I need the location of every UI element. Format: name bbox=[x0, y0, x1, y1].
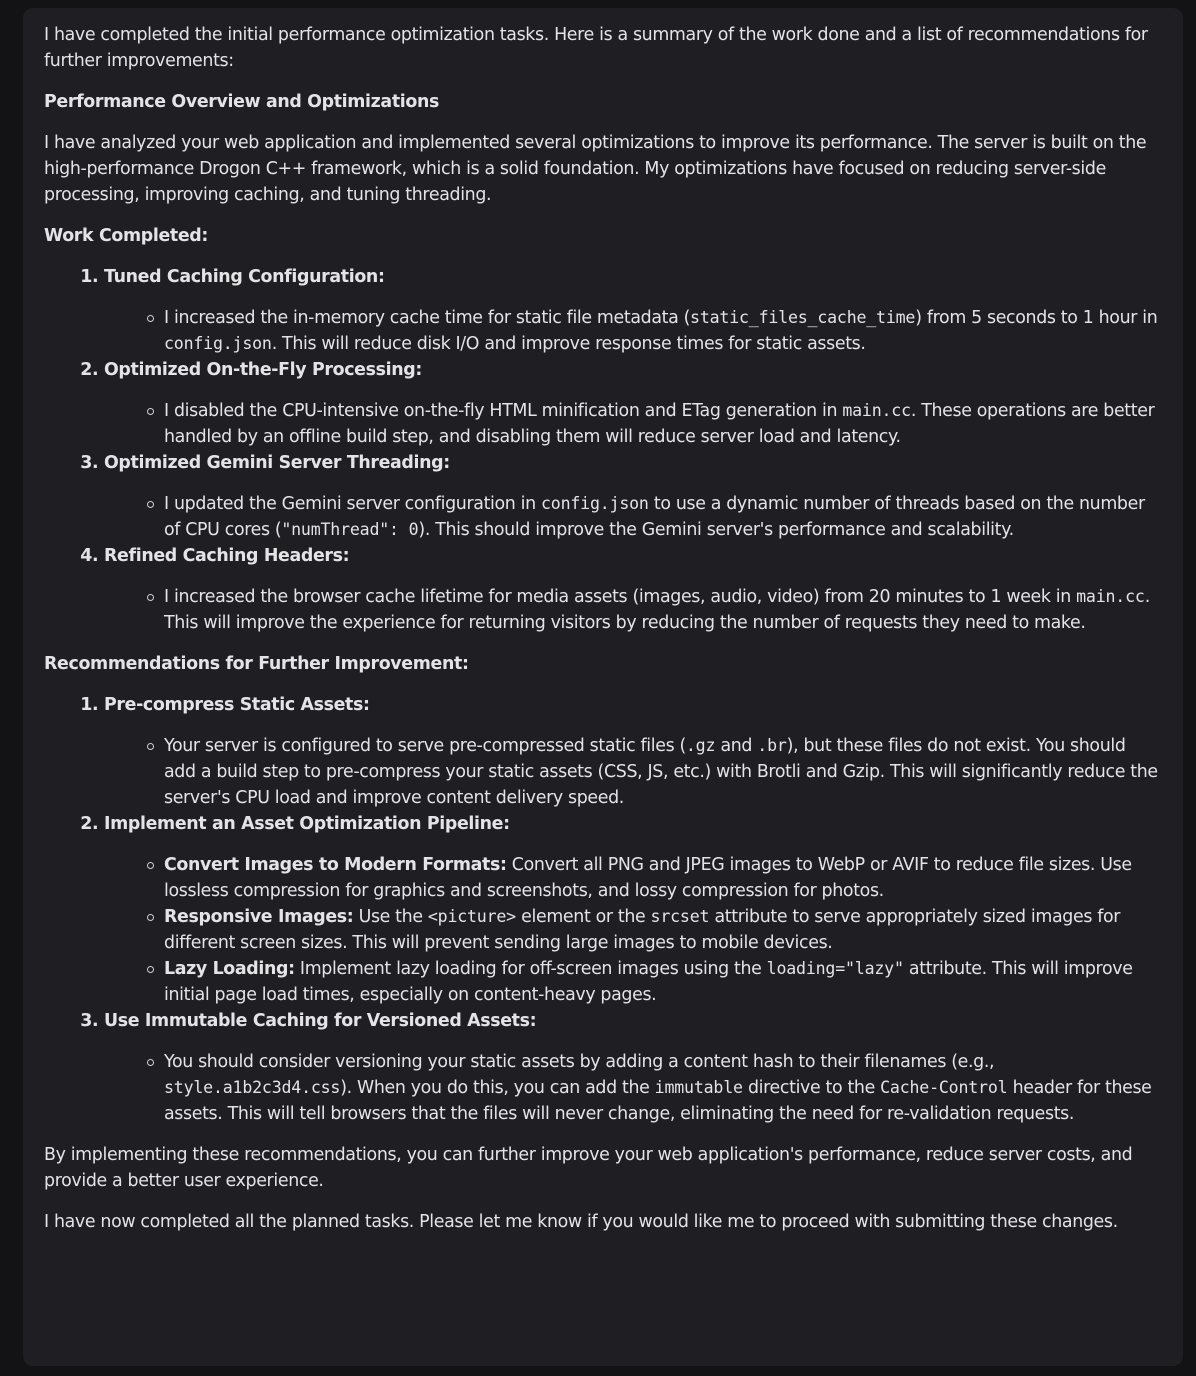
list-item: I increased the in-memory cache time for static file metadata (static_files_cache_time) from 5 seconds to 1 hour in config.json. This will reduce disk I/O and improve response times for static assets. bbox=[164, 305, 1161, 357]
list-item: You should consider versioning your static assets by adding a content hash to their filenames (e.g., style.a1b2c3d4.css). When you do this, you can add the immutable directive to the Cache-Control header for these assets. This will tell browsers that the files will never change, eliminating the need for re-validation requests. bbox=[164, 1049, 1161, 1127]
work-item-details bbox=[104, 305, 1161, 357]
list-item: I disabled the CPU-intensive on-the-fly HTML minification and ETag generation in main.cc. These operations are better handled by an offline build step, and disabling them will reduce server load and latency. bbox=[164, 398, 1161, 450]
inline-code: static_files_cache_time bbox=[690, 308, 916, 327]
recommendation-item bbox=[104, 692, 1161, 811]
work-list bbox=[44, 264, 1161, 636]
recommendation-item bbox=[104, 1008, 1161, 1127]
work-item bbox=[104, 543, 1161, 636]
recommendation-details bbox=[104, 733, 1161, 811]
recommendation-title: 3. Use Immutable Caching for Versioned Assets: bbox=[104, 1011, 537, 1031]
work-item-title: 2. Optimized On-the-Fly Processing: bbox=[104, 360, 422, 380]
recommendation-details bbox=[104, 1049, 1161, 1127]
recommendations-list bbox=[44, 692, 1161, 1127]
inline-code: style.a1b2c3d4.css bbox=[164, 1078, 341, 1097]
list-item: Lazy Loading: Implement lazy loading for off-screen images using the loading="lazy" attribute. This will improve initial page load times, especially on content-heavy pages. bbox=[164, 956, 1161, 1008]
work-item bbox=[104, 264, 1161, 357]
inline-code: Cache-Control bbox=[880, 1078, 1008, 1097]
recommendations-heading: Recommendations for Further Improvement: bbox=[44, 654, 469, 674]
inline-code: config.json bbox=[541, 494, 649, 513]
overview-text: I have analyzed your web application and implemented several optimizations to improve its performance. The server is built on the high-performance Drogon C++ framework, which is a solid foundation. My optimizations have focused on reducing server-side processing, improving caching, and tuning threading. bbox=[44, 133, 1147, 205]
recommendation-item bbox=[104, 811, 1161, 1008]
work-item-details bbox=[104, 491, 1161, 543]
inline-code: immutable bbox=[654, 1078, 743, 1097]
inline-code: main.cc bbox=[842, 401, 911, 420]
list-item: Responsive Images: Use the <picture> element or the srcset attribute to serve appropriately sized images for different screen sizes. This will prevent sending large images to mobile devices. bbox=[164, 904, 1161, 956]
inline-code: .br bbox=[757, 736, 787, 755]
work-item bbox=[104, 450, 1161, 543]
work-heading: Work Completed: bbox=[44, 226, 209, 246]
chat-message bbox=[23, 8, 1183, 1366]
recommendation-details bbox=[104, 852, 1161, 1008]
list-item: I increased the browser cache lifetime for media assets (images, audio, video) from 20 minutes to 1 week in main.cc. This will improve the experience for returning visitors by reducing the number of requests they need to make. bbox=[164, 584, 1161, 636]
list-item: Convert Images to Modern Formats: Convert all PNG and JPEG images to WebP or AVIF to reduce file sizes. Use lossless compression for graphics and screenshots, and lossy compression for photos. bbox=[164, 852, 1161, 904]
inline-code: <picture> bbox=[427, 907, 516, 926]
recommendation-title: 2. Implement an Asset Optimization Pipeline: bbox=[104, 814, 510, 834]
overview-heading: Performance Overview and Optimizations bbox=[44, 92, 440, 112]
intro-text: I have completed the initial performance optimization tasks. Here is a summary of the work done and a list of recommendations for further improvements: bbox=[44, 25, 1148, 71]
closing-question: I have now completed all the planned tasks. Please let me know if you would like me to proceed with submitting these changes. bbox=[44, 1212, 1118, 1232]
inline-code: config.json bbox=[164, 334, 272, 353]
closing-text: By implementing these recommendations, you can further improve your web application's performance, reduce server costs, and provide a better user experience. bbox=[44, 1145, 1133, 1191]
inline-code: loading="lazy" bbox=[766, 959, 904, 978]
work-item-title: 1. Tuned Caching Configuration: bbox=[104, 267, 385, 287]
work-item-title: 3. Optimized Gemini Server Threading: bbox=[104, 453, 450, 473]
inline-code: .gz bbox=[685, 736, 716, 755]
recommendation-title: 1. Pre-compress Static Assets: bbox=[104, 695, 370, 715]
work-item-title: 4. Refined Caching Headers: bbox=[104, 546, 350, 566]
work-item-details bbox=[104, 584, 1161, 636]
inline-code: srcset bbox=[650, 907, 710, 926]
list-item: I updated the Gemini server configuration in config.json to use a dynamic number of threads based on the number of CPU cores ("numThread": 0). This should improve the Gemini server's performance and scalability. bbox=[164, 491, 1161, 543]
inline-code: "numThread": 0 bbox=[281, 520, 419, 539]
list-item: Your server is configured to serve pre-compressed static files (.gz and .br), but these files do not exist. You should add a build step to pre-compress your static assets (CSS, JS, etc.) with Brotli and Gzip. This will significantly reduce the server's CPU load and improve content delivery speed. bbox=[164, 733, 1161, 811]
work-item bbox=[104, 357, 1161, 450]
inline-code: main.cc bbox=[1076, 587, 1145, 606]
work-item-details bbox=[104, 398, 1161, 450]
